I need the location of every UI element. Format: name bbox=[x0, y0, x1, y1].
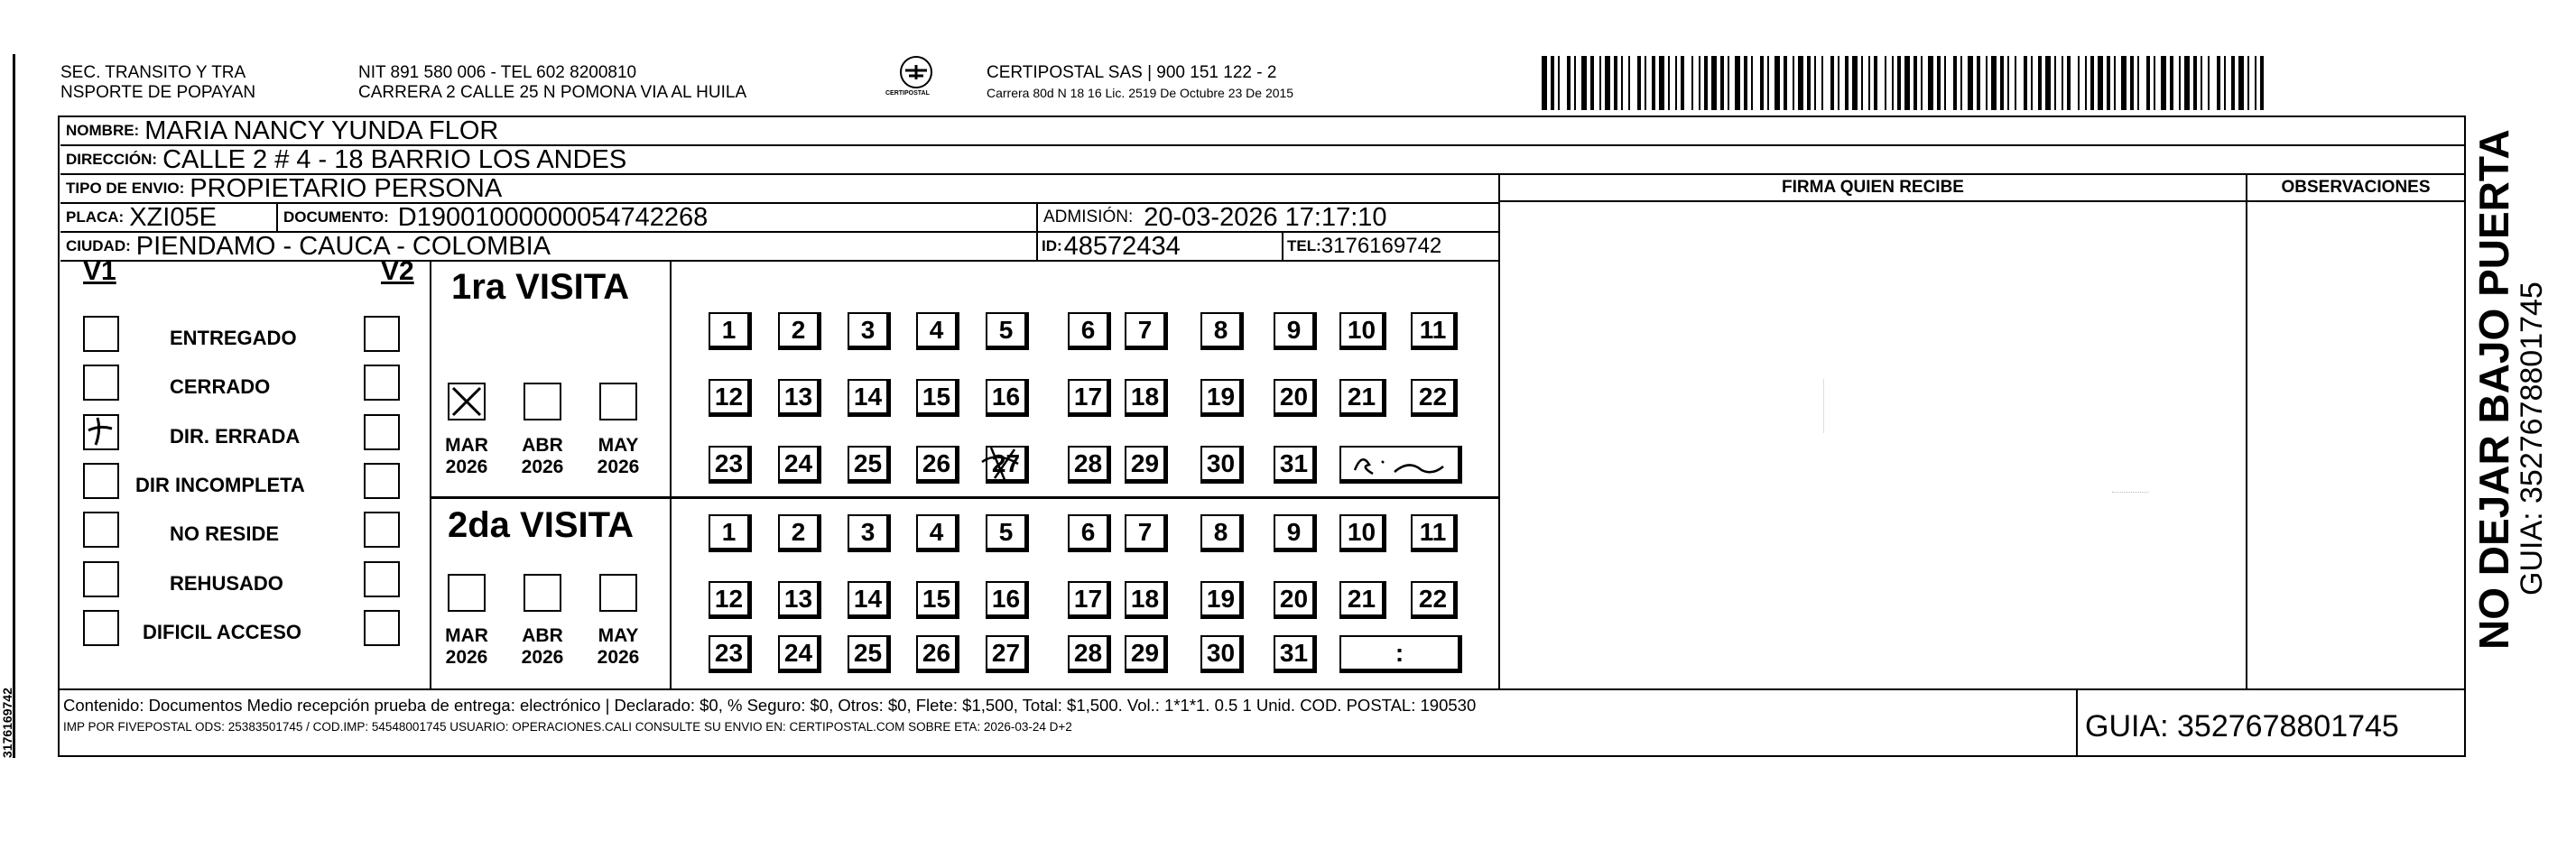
barcode-bar bbox=[1991, 56, 1997, 110]
side-warning: NO DEJAR BAJO PUERTA bbox=[2470, 129, 2517, 650]
status-label: CERRADO bbox=[170, 375, 271, 398]
barcode-bar bbox=[1599, 56, 1601, 110]
v1-checkbox[interactable] bbox=[83, 463, 119, 499]
barcode-bar bbox=[1821, 56, 1823, 110]
barcode-bar bbox=[2062, 56, 2063, 110]
status-label: NO RESIDE bbox=[170, 522, 280, 545]
day-box[interactable]: 10 bbox=[1339, 514, 1386, 552]
barcode-bar bbox=[2260, 56, 2264, 110]
sender-nit bbox=[358, 63, 746, 103]
month-label: MAR 2026 bbox=[442, 625, 491, 669]
month-label: MAY 2026 bbox=[594, 625, 643, 669]
tipo-label: TIPO DE ENVIO: bbox=[66, 180, 185, 197]
day-box[interactable]: 23 bbox=[709, 635, 752, 673]
month-year: 2026 bbox=[597, 647, 640, 668]
day-box[interactable]: 6 bbox=[1068, 312, 1111, 350]
day-box[interactable]: 12 bbox=[709, 581, 752, 619]
barcode-bar bbox=[2255, 56, 2256, 110]
day-box[interactable]: 30 bbox=[1200, 446, 1244, 484]
day-box[interactable]: 11 bbox=[1411, 514, 1458, 552]
observaciones-header-label: OBSERVACIONES bbox=[2281, 178, 2431, 197]
barcode-bar bbox=[1614, 56, 1617, 110]
certipostal-logo bbox=[885, 54, 943, 103]
barcode-bar bbox=[1807, 56, 1811, 110]
barcode bbox=[1542, 56, 2273, 110]
barcode-bar bbox=[2015, 56, 2016, 110]
signature-faint-line bbox=[1823, 379, 1824, 433]
month-checkbox[interactable] bbox=[448, 383, 486, 420]
barcode-bar bbox=[2121, 56, 2127, 110]
barcode-bar bbox=[2224, 56, 2226, 110]
month-label: MAR 2026 bbox=[442, 435, 491, 478]
barcode-bar bbox=[1968, 56, 1973, 110]
barcode-bar bbox=[1767, 56, 1769, 110]
day-box[interactable]: 4 bbox=[916, 514, 959, 552]
admision-value: 20-03-2026 17:17:10 bbox=[1144, 202, 1387, 232]
day-box[interactable]: 27 bbox=[986, 635, 1029, 673]
barcode-bar bbox=[1944, 56, 1946, 110]
barcode-bar bbox=[2146, 56, 2150, 110]
time-field[interactable] bbox=[1339, 446, 1462, 484]
day-box[interactable]: 7 bbox=[1125, 312, 1168, 350]
month-checkbox[interactable] bbox=[448, 574, 486, 612]
day-box[interactable]: 8 bbox=[1200, 514, 1244, 552]
admision-divider bbox=[1036, 204, 1038, 231]
firma-header-label: FIRMA QUIEN RECIBE bbox=[1782, 178, 1964, 197]
day-box[interactable]: 9 bbox=[1274, 312, 1317, 350]
barcode-bar bbox=[1704, 56, 1708, 110]
company-info bbox=[987, 63, 1293, 103]
day-box[interactable]: 28 bbox=[1068, 446, 1111, 484]
day-box[interactable]: 21 bbox=[1339, 379, 1386, 417]
barcode-bar bbox=[1861, 56, 1863, 110]
barcode-bar bbox=[2078, 56, 2080, 110]
barcode-bar bbox=[2137, 56, 2139, 110]
day-box[interactable]: 16 bbox=[986, 379, 1029, 417]
day-box[interactable]: 1 bbox=[709, 312, 752, 350]
id-label: ID: bbox=[1042, 237, 1062, 254]
barcode-bar bbox=[1830, 56, 1834, 110]
barcode-bar bbox=[2038, 56, 2042, 110]
day-box[interactable]: 31 bbox=[1274, 635, 1317, 673]
month-checkbox[interactable] bbox=[599, 574, 637, 612]
company-line2: Carrera 80d N 18 16 Lic. 2519 De Octubre 23 De 2015 bbox=[987, 86, 1294, 100]
day-box[interactable]: 13 bbox=[778, 379, 821, 417]
barcode-bar bbox=[1659, 56, 1664, 110]
ciudad-label: CIUDAD: bbox=[66, 237, 131, 254]
day-box[interactable]: 17 bbox=[1068, 379, 1111, 417]
barcode-bar bbox=[1728, 56, 1729, 110]
status-label: DIR. ERRADA bbox=[170, 425, 301, 448]
observaciones-header bbox=[2247, 175, 2464, 202]
month-label: MAY 2026 bbox=[594, 435, 643, 478]
placa-value: XZI05E bbox=[129, 202, 217, 232]
barcode-bar bbox=[1913, 56, 1917, 110]
v2-checkbox[interactable] bbox=[364, 512, 400, 548]
tipo-value: PROPIETARIO PERSONA bbox=[190, 173, 503, 203]
day-box[interactable]: 2 bbox=[778, 312, 821, 350]
id-divider bbox=[1036, 233, 1038, 260]
day-box[interactable]: 29 bbox=[1125, 446, 1168, 484]
day-box[interactable]: 5 bbox=[986, 312, 1029, 350]
second-visit-title: 2da VISITA bbox=[448, 505, 634, 545]
row-nombre bbox=[60, 117, 2465, 146]
month-year: 2026 bbox=[445, 647, 488, 668]
month-label: ABR 2026 bbox=[518, 435, 567, 478]
tel-label: TEL: bbox=[1287, 237, 1321, 254]
barcode-bar bbox=[1542, 56, 1547, 110]
side-text bbox=[2469, 129, 2571, 650]
day-box[interactable]: 10 bbox=[1339, 312, 1386, 350]
barcode-bar bbox=[2085, 56, 2087, 110]
barcode-bar bbox=[2247, 56, 2249, 110]
barcode-bar bbox=[1784, 56, 1787, 110]
barcode-bar bbox=[2007, 56, 2009, 110]
barcode-bar bbox=[1960, 56, 1962, 110]
v1-checkbox[interactable] bbox=[83, 316, 119, 352]
placa-label: PLACA: bbox=[66, 208, 125, 226]
v1-checkbox[interactable] bbox=[83, 365, 119, 401]
id-field bbox=[1042, 233, 1181, 260]
barcode-bar bbox=[2114, 56, 2116, 110]
barcode-bar bbox=[1668, 56, 1670, 110]
row-direccion bbox=[60, 146, 2465, 175]
barcode-bar bbox=[1937, 56, 1941, 110]
month-checkbox[interactable] bbox=[524, 574, 561, 612]
v2-checkbox[interactable] bbox=[364, 463, 400, 499]
tel-field bbox=[1287, 233, 1441, 260]
barcode-bar bbox=[1868, 56, 1870, 110]
barcode-bar bbox=[2090, 56, 2094, 110]
barcode-bar bbox=[2154, 56, 2155, 110]
barcode-bar bbox=[1928, 56, 1933, 110]
left-edge-text: 3176169742 bbox=[0, 688, 14, 758]
barcode-bar bbox=[1874, 56, 1877, 110]
barcode-bar bbox=[1793, 56, 1794, 110]
day-box[interactable]: 6 bbox=[1068, 514, 1111, 552]
ciudad-value: PIENDAMO - CAUCA - COLOMBIA bbox=[135, 231, 551, 261]
barcode-bar bbox=[2024, 56, 2027, 110]
sender-nit-line2: CARRERA 2 CALLE 25 N POMONA VIA AL HUILA bbox=[358, 83, 747, 102]
v2-checkbox[interactable] bbox=[364, 316, 400, 352]
time-field[interactable]: : bbox=[1339, 635, 1462, 673]
barcode-bar bbox=[1751, 56, 1753, 110]
barcode-bar bbox=[2130, 56, 2134, 110]
month-year: 2026 bbox=[597, 457, 640, 477]
month-checkbox[interactable] bbox=[524, 383, 561, 420]
day-box[interactable]: 25 bbox=[848, 635, 891, 673]
barcode-bar bbox=[2098, 56, 2103, 110]
tel-value: 3176169742 bbox=[1320, 234, 1442, 258]
barcode-bar bbox=[1760, 56, 1764, 110]
barcode-bar bbox=[2054, 56, 2056, 110]
documento-value: D19001000000054742268 bbox=[397, 202, 709, 232]
footer-line2: IMP POR FIVEPOSTAL ODS: 25383501745 / COD.IMP: 54548001745 USUARIO: OPERACIONES.CALI CONSULTE SU ENVIO EN: CERTIPOSTAL.COM SOBRE ETA: 2026-03-24 D+2 bbox=[63, 720, 1072, 734]
firma-header bbox=[1500, 175, 2246, 202]
day-box[interactable]: 23 bbox=[709, 446, 752, 484]
day-box[interactable]: 31 bbox=[1274, 446, 1317, 484]
day-box[interactable]: 9 bbox=[1274, 514, 1317, 552]
footer-guia: GUIA: 3527678801745 bbox=[2085, 709, 2399, 744]
footer-guia-divider bbox=[2076, 688, 2078, 757]
sender-org-line2: NSPORTE DE POPAYAN bbox=[60, 83, 256, 102]
v2-checkbox[interactable] bbox=[364, 561, 400, 597]
day-box[interactable]: 22 bbox=[1411, 379, 1458, 417]
day-box[interactable]: 30 bbox=[1200, 635, 1244, 673]
admision-label: ADMISIÓN: bbox=[1043, 208, 1134, 226]
day-box[interactable]: 25 bbox=[848, 446, 891, 484]
v2-checkbox[interactable] bbox=[364, 365, 400, 401]
barcode-bar bbox=[2217, 56, 2220, 110]
v2-checkbox[interactable] bbox=[364, 414, 400, 450]
admision-field bbox=[1043, 204, 1387, 231]
day-box[interactable]: 19 bbox=[1200, 379, 1244, 417]
company-line1: CERTIPOSTAL SAS | 900 151 122 - 2 bbox=[987, 63, 1277, 82]
barcode-bar bbox=[1977, 56, 1980, 110]
day-box[interactable]: 29 bbox=[1125, 635, 1168, 673]
barcode-bar bbox=[1953, 56, 1957, 110]
barcode-bar bbox=[2067, 56, 2071, 110]
day-box[interactable]: 27 bbox=[986, 446, 1029, 484]
status-label: REHUSADO bbox=[170, 572, 283, 595]
sender-nit-line1: NIT 891 580 006 - TEL 602 8200810 bbox=[358, 63, 637, 82]
barcode-bar bbox=[2000, 56, 2004, 110]
barcode-bar bbox=[1892, 56, 1894, 110]
day-box[interactable]: 20 bbox=[1274, 379, 1317, 417]
v1-checkbox[interactable] bbox=[83, 610, 119, 646]
day-box[interactable]: 19 bbox=[1200, 581, 1244, 619]
day-box[interactable]: 18 bbox=[1125, 581, 1168, 619]
barcode-bar bbox=[1744, 56, 1747, 110]
status-label: DIR INCOMPLETA bbox=[135, 474, 305, 496]
placa-divider bbox=[276, 204, 278, 231]
barcode-bar bbox=[1590, 56, 1594, 110]
barcode-bar bbox=[2179, 56, 2181, 110]
barcode-bar bbox=[1711, 56, 1717, 110]
barcode-bar bbox=[1574, 56, 1576, 110]
barcode-bar bbox=[1921, 56, 1923, 110]
day-box[interactable]: 24 bbox=[778, 635, 821, 673]
barcode-bar bbox=[2170, 56, 2173, 110]
direccion-value: CALLE 2 # 4 - 18 BARRIO LOS ANDES bbox=[162, 144, 627, 174]
barcode-bar bbox=[1621, 56, 1623, 110]
barcode-bar bbox=[1852, 56, 1858, 110]
day-box[interactable]: 7 bbox=[1125, 514, 1168, 552]
nombre-value: MARIA NANCY YUNDA FLOR bbox=[144, 115, 499, 145]
day-box[interactable]: 15 bbox=[916, 581, 959, 619]
barcode-bar bbox=[2193, 56, 2197, 110]
status-area-divider-1 bbox=[430, 262, 431, 688]
firma-column-divider bbox=[1498, 175, 1500, 688]
certipostal-logo-text: CERTIPOSTAL bbox=[885, 90, 930, 97]
barcode-bar bbox=[2161, 56, 2166, 110]
day-box[interactable]: 11 bbox=[1411, 312, 1458, 350]
day-box[interactable]: 24 bbox=[778, 446, 821, 484]
v2-header: V2 bbox=[381, 256, 414, 286]
signature-faint-mark bbox=[2112, 492, 2148, 503]
barcode-bar bbox=[1798, 56, 1803, 110]
direccion-label: DIRECCIÓN: bbox=[66, 151, 158, 168]
day-box[interactable]: 4 bbox=[916, 312, 959, 350]
barcode-bar bbox=[1986, 56, 1988, 110]
day-box[interactable]: 22 bbox=[1411, 581, 1458, 619]
v1-header: V1 bbox=[83, 256, 116, 286]
day-box[interactable]: 18 bbox=[1125, 379, 1168, 417]
barcode-bar bbox=[1897, 56, 1901, 110]
status-label: DIFICIL ACCESO bbox=[143, 621, 302, 643]
id-value: 48572434 bbox=[1063, 231, 1181, 261]
barcode-bar bbox=[1681, 56, 1684, 110]
day-box[interactable]: 15 bbox=[916, 379, 959, 417]
day-box[interactable]: 8 bbox=[1200, 312, 1244, 350]
v1-checkbox[interactable] bbox=[83, 561, 119, 597]
day-box[interactable]: 20 bbox=[1274, 581, 1317, 619]
day-box[interactable]: 5 bbox=[986, 514, 1029, 552]
barcode-bar bbox=[1558, 56, 1560, 110]
documento-field bbox=[283, 204, 708, 231]
tel-divider bbox=[1282, 233, 1283, 260]
barcode-bar bbox=[2045, 56, 2051, 110]
day-box[interactable]: 12 bbox=[709, 379, 752, 417]
barcode-bar bbox=[1720, 56, 1724, 110]
barcode-bar bbox=[2107, 56, 2110, 110]
barcode-bar bbox=[1845, 56, 1849, 110]
day-box[interactable]: 14 bbox=[848, 379, 891, 417]
footer-line1: Contenido: Documentos Medio recepción prueba de entrega: electrónico | Declarado: $0, % Seguro: $0, Otros: $0, Flete: $1,500, Total: $1,500. Vol.: 1*1*1. 0.5 1 Unid. COD. POSTAL: 190530 bbox=[63, 696, 1477, 715]
barcode-bar bbox=[1637, 56, 1641, 110]
barcode-bar bbox=[1774, 56, 1780, 110]
day-box[interactable]: 21 bbox=[1339, 581, 1386, 619]
side-guia: GUIA: 3527678801745 bbox=[2515, 282, 2549, 596]
barcode-bar bbox=[1645, 56, 1646, 110]
sender-org-line1: SEC. TRANSITO Y TRA bbox=[60, 63, 246, 82]
visits-separator bbox=[430, 496, 1498, 499]
row-tipo bbox=[60, 175, 1499, 204]
barcode-bar bbox=[1581, 56, 1587, 110]
observaciones-column-divider bbox=[2246, 175, 2247, 688]
day-box[interactable]: 3 bbox=[848, 312, 891, 350]
barcode-bar bbox=[1904, 56, 1910, 110]
barcode-bar bbox=[2208, 56, 2210, 110]
barcode-bar bbox=[1885, 56, 1886, 110]
barcode-bar bbox=[2031, 56, 2033, 110]
documento-label: DOCUMENTO: bbox=[283, 208, 389, 226]
sender-org bbox=[60, 63, 255, 103]
day-box[interactable]: 16 bbox=[986, 581, 1029, 619]
barcode-bar bbox=[1605, 56, 1610, 110]
status-area-divider-2 bbox=[670, 262, 672, 688]
footer-content bbox=[63, 695, 1476, 738]
month-year: 2026 bbox=[445, 457, 488, 477]
barcode-bar bbox=[1691, 56, 1693, 110]
month-checkbox[interactable] bbox=[599, 383, 637, 420]
day-box[interactable]: 28 bbox=[1068, 635, 1111, 673]
barcode-bar bbox=[1628, 56, 1630, 110]
day-box[interactable]: 26 bbox=[916, 635, 959, 673]
barcode-bar bbox=[2238, 56, 2244, 110]
day-box[interactable]: 2 bbox=[778, 514, 821, 552]
barcode-bar bbox=[2201, 56, 2202, 110]
v1-checkbox[interactable] bbox=[83, 512, 119, 548]
v1-checkbox[interactable] bbox=[83, 414, 119, 450]
day-box[interactable]: 3 bbox=[848, 514, 891, 552]
footer-top-rule bbox=[58, 688, 2466, 690]
barcode-bar bbox=[1735, 56, 1740, 110]
barcode-bar bbox=[1699, 56, 1700, 110]
barcode-bar bbox=[1652, 56, 1655, 110]
month-year: 2026 bbox=[521, 647, 564, 668]
status-label: ENTREGADO bbox=[170, 327, 297, 349]
day-box[interactable]: 26 bbox=[916, 446, 959, 484]
barcode-bar bbox=[1567, 56, 1571, 110]
barcode-bar bbox=[1675, 56, 1677, 110]
month-label: ABR 2026 bbox=[518, 625, 567, 669]
barcode-bar bbox=[1551, 56, 1554, 110]
day-box[interactable]: 13 bbox=[778, 581, 821, 619]
month-year: 2026 bbox=[521, 457, 564, 477]
barcode-bar bbox=[1838, 56, 1839, 110]
v2-checkbox[interactable] bbox=[364, 610, 400, 646]
first-visit-title: 1ra VISITA bbox=[451, 267, 630, 307]
barcode-bar bbox=[1814, 56, 1816, 110]
barcode-bar bbox=[2184, 56, 2190, 110]
nombre-label: NOMBRE: bbox=[66, 122, 140, 139]
day-box[interactable]: 14 bbox=[848, 581, 891, 619]
day-box[interactable]: 1 bbox=[709, 514, 752, 552]
day-box[interactable]: 17 bbox=[1068, 581, 1111, 619]
barcode-bar bbox=[2231, 56, 2235, 110]
